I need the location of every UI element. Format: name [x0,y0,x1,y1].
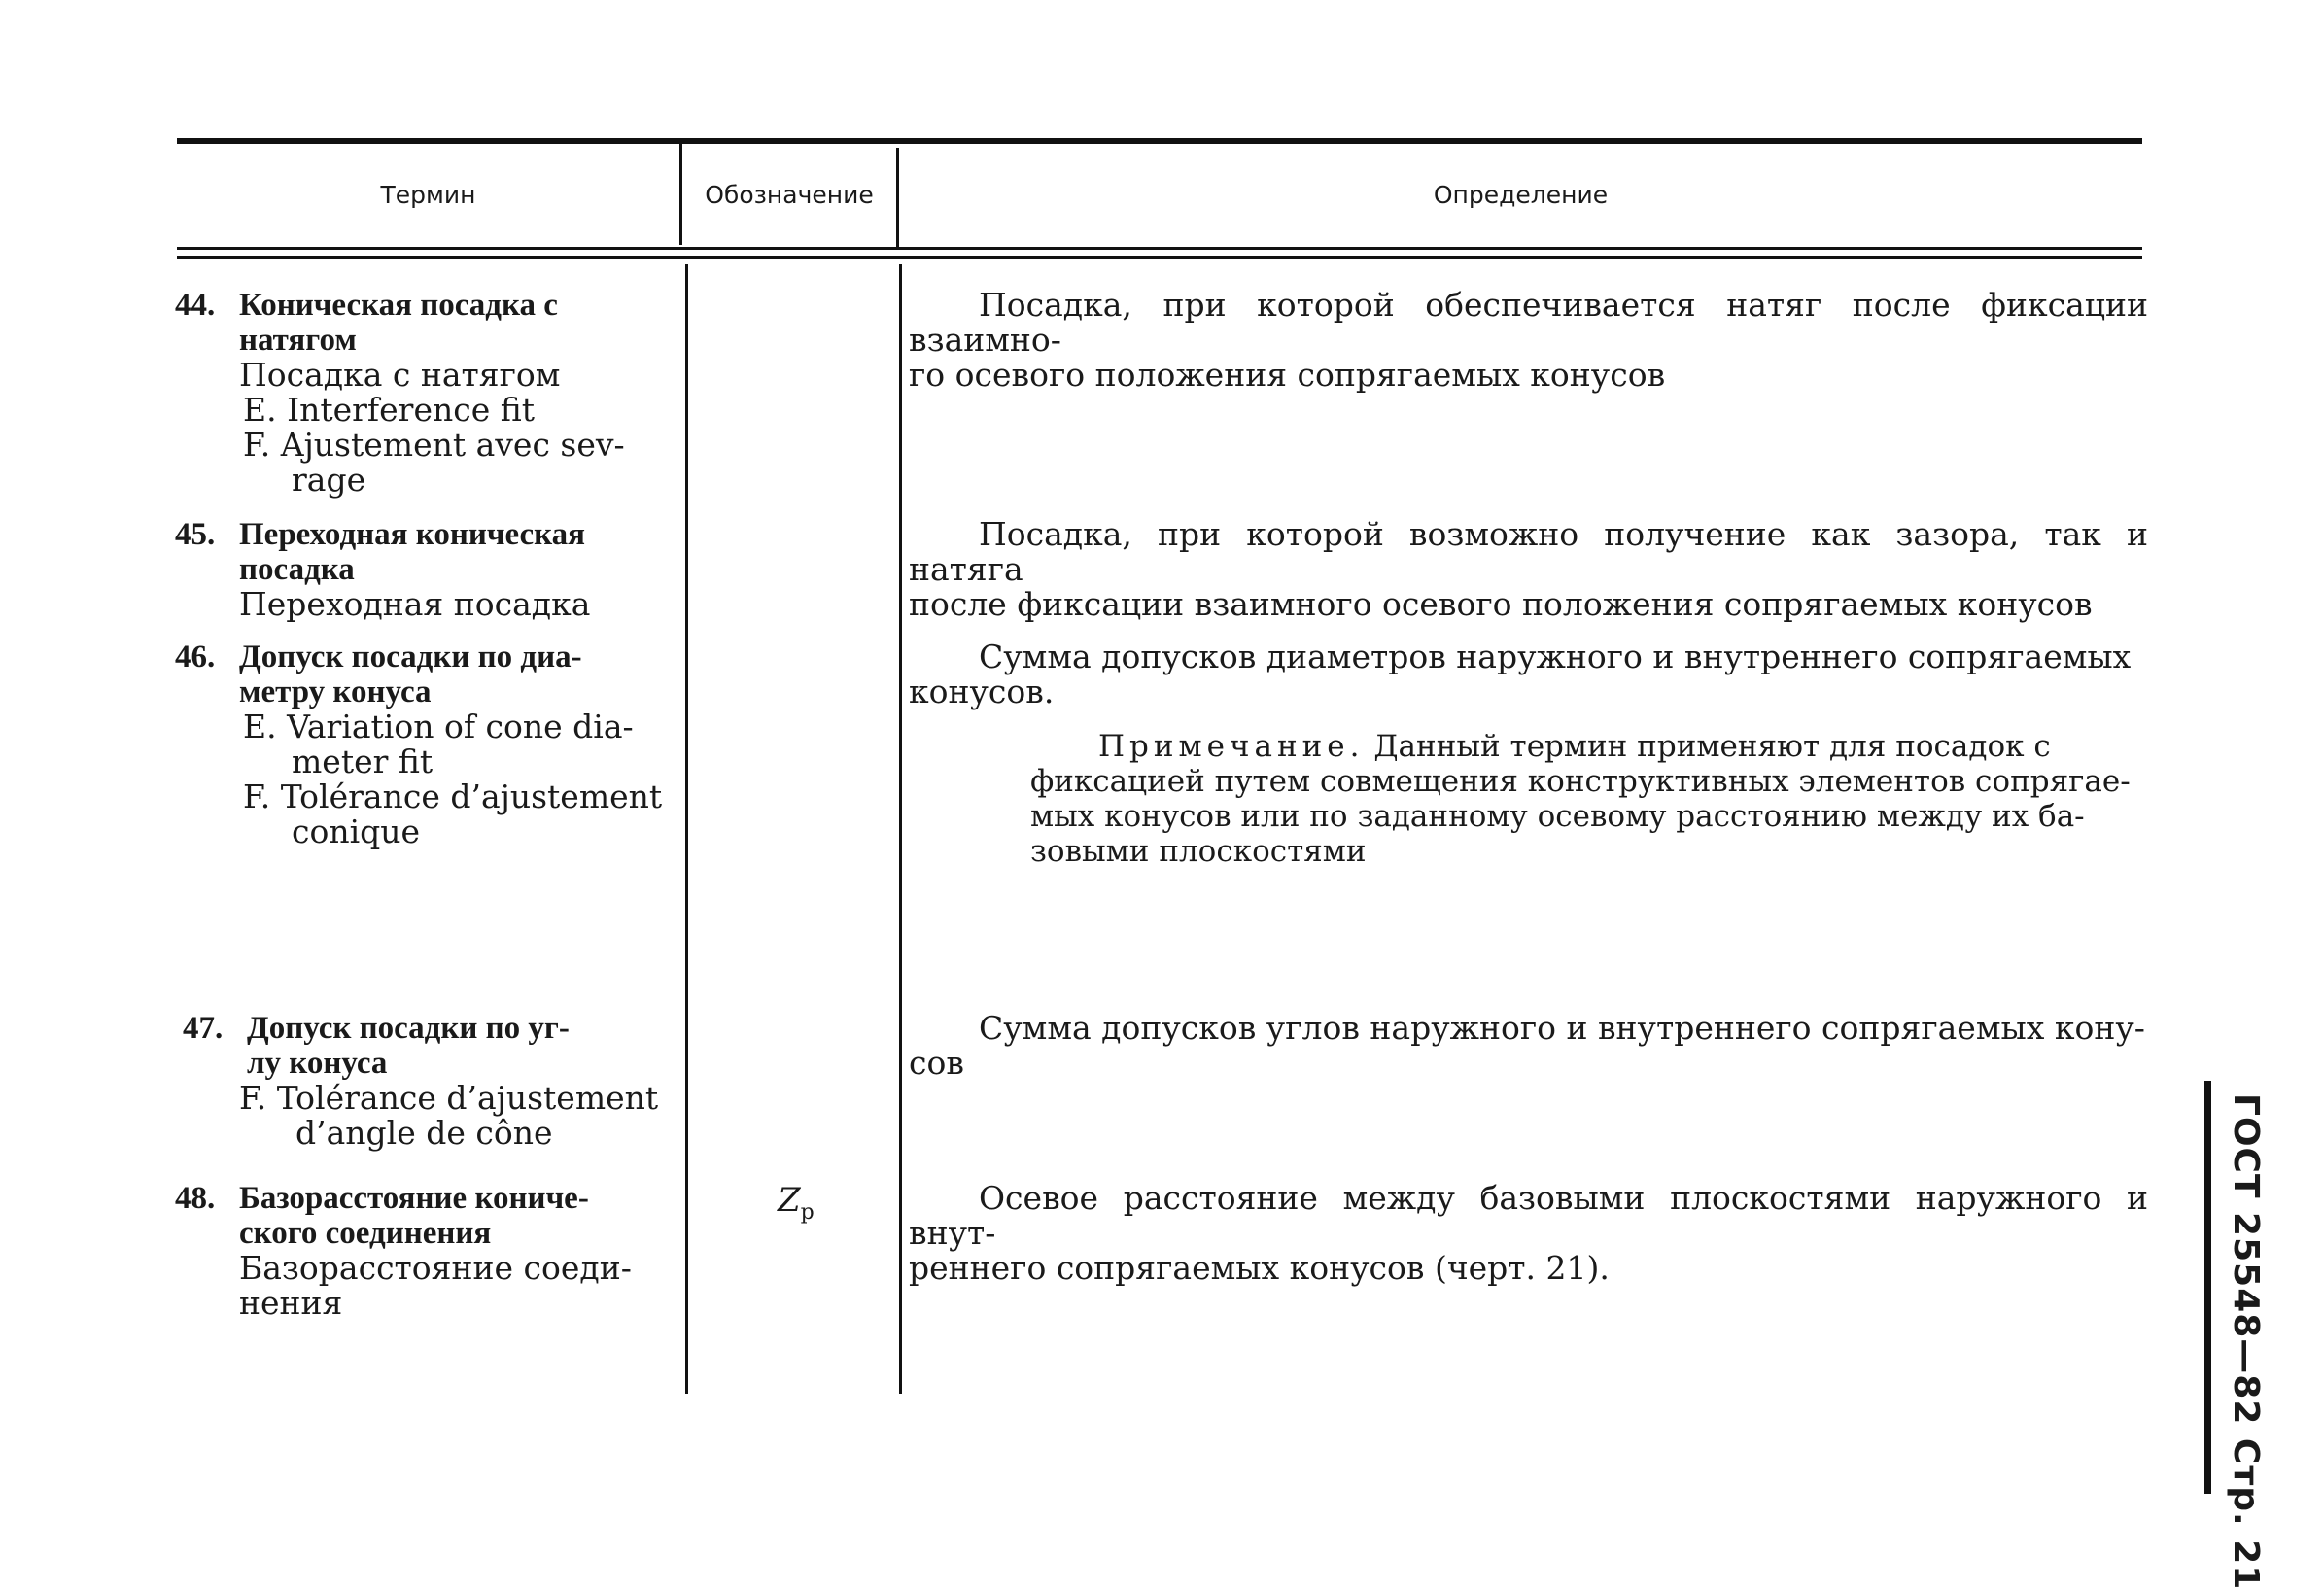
note-label: Примечание. [1098,729,1365,764]
term-synonym: нения [239,1284,343,1322]
note-line: Данный термин применяют для посадок с [1373,729,2051,764]
definition-line: Посадка, при которой обеспечивается натяг после фиксации взаимно- [909,286,2148,359]
term-44 [175,288,647,498]
side-caption-rule [2204,1081,2211,1494]
term-title-line: лу конуса [247,1046,388,1081]
definition-line: сов [909,1044,964,1082]
header-term: Термин [380,181,476,209]
note-line: мых конусов или по заданному осевому расстоянию между их ба- [1030,799,2085,834]
term-title-line: Базорасстояние кониче- [239,1181,589,1216]
definition-line: Сумма допусков углов наружного и внутреннего сопрягаемых кону- [979,1009,2145,1047]
note-line: фиксацией путем совмещения конструктивных элементов сопрягае- [1030,764,2131,799]
definition-44 [909,288,2148,393]
term-title-line: Переходная коническая [239,517,586,552]
term-foreign: F. Ajustement avec sev- [243,426,625,464]
definition-46 [909,639,2148,709]
definition-line: после фиксации взаимного осевого положения сопрягаемых конусов [909,585,2093,623]
term-foreign: conique [292,812,421,850]
header-bottom-rule-double [177,256,2142,259]
term-number: 48. [175,1181,216,1216]
symbol-main: Z [778,1181,801,1220]
term-foreign: E. Variation of cone dia- [243,708,634,745]
term-number: 47. [183,1011,224,1046]
term-title-line: ского соединения [239,1216,492,1251]
term-47 [183,1011,659,1152]
term-46 [175,639,663,850]
symbol-48 [778,1181,815,1225]
symbol-subscript: p [800,1199,815,1225]
term-number: 44. [175,288,216,323]
term-foreign: F. Tolérance d’ajustement [243,778,663,815]
body-divider-1 [685,264,688,1394]
definition-47 [909,1011,2148,1081]
definition-line: го осевого положения сопрягаемых конусов [909,356,1666,394]
definition-line: конусов. [909,673,1055,710]
term-foreign: d’angle de cône [295,1114,553,1152]
table-top-rule [177,138,2142,144]
term-48 [175,1181,647,1321]
definition-line: реннего сопрягаемых конусов (черт. 21). [909,1249,1610,1287]
definition-line: Посадка, при которой возможно получение как зазора, так и натяга [909,515,2148,588]
term-title-line: Допуск посадки по диа- [239,639,582,674]
term-synonym: Базорасстояние соеди- [239,1249,632,1287]
term-title-line: натягом [239,323,357,358]
definition-48 [909,1181,2148,1286]
term-synonym: Переходная посадка [239,585,591,623]
header-definition: Определение [1433,181,1609,209]
term-title-line: Допуск посадки по уг- [247,1011,570,1046]
term-synonym: Посадка с натягом [239,356,561,394]
body-divider-2 [899,264,902,1394]
header-symbol: Обозначение [705,181,874,209]
note-line: зовыми плоскостями [1030,834,1367,869]
term-title-line: метру конуса [239,674,432,709]
side-caption: ГОСТ 25548—82 Стр. 21 [2226,1093,2266,1590]
definition-line: Сумма допусков диаметров наружного и внутреннего сопрягаемых [979,638,2132,675]
term-45 [175,517,647,622]
term-number: 46. [175,639,216,674]
term-title-line: посадка [239,552,355,587]
note-46 [1030,729,2148,869]
definition-45 [909,517,2148,622]
term-foreign: rage [292,461,366,499]
term-number: 45. [175,517,216,552]
term-foreign: E. Interference fit [243,391,535,429]
definition-line: Осевое расстояние между базовыми плоскостями наружного и внут- [909,1179,2148,1252]
term-foreign: meter fit [292,743,434,780]
term-title-line: Коническая посадка с [239,288,558,323]
term-foreign: F. Tolérance d’ajustement [239,1079,659,1117]
header-bottom-rule [177,247,2142,250]
